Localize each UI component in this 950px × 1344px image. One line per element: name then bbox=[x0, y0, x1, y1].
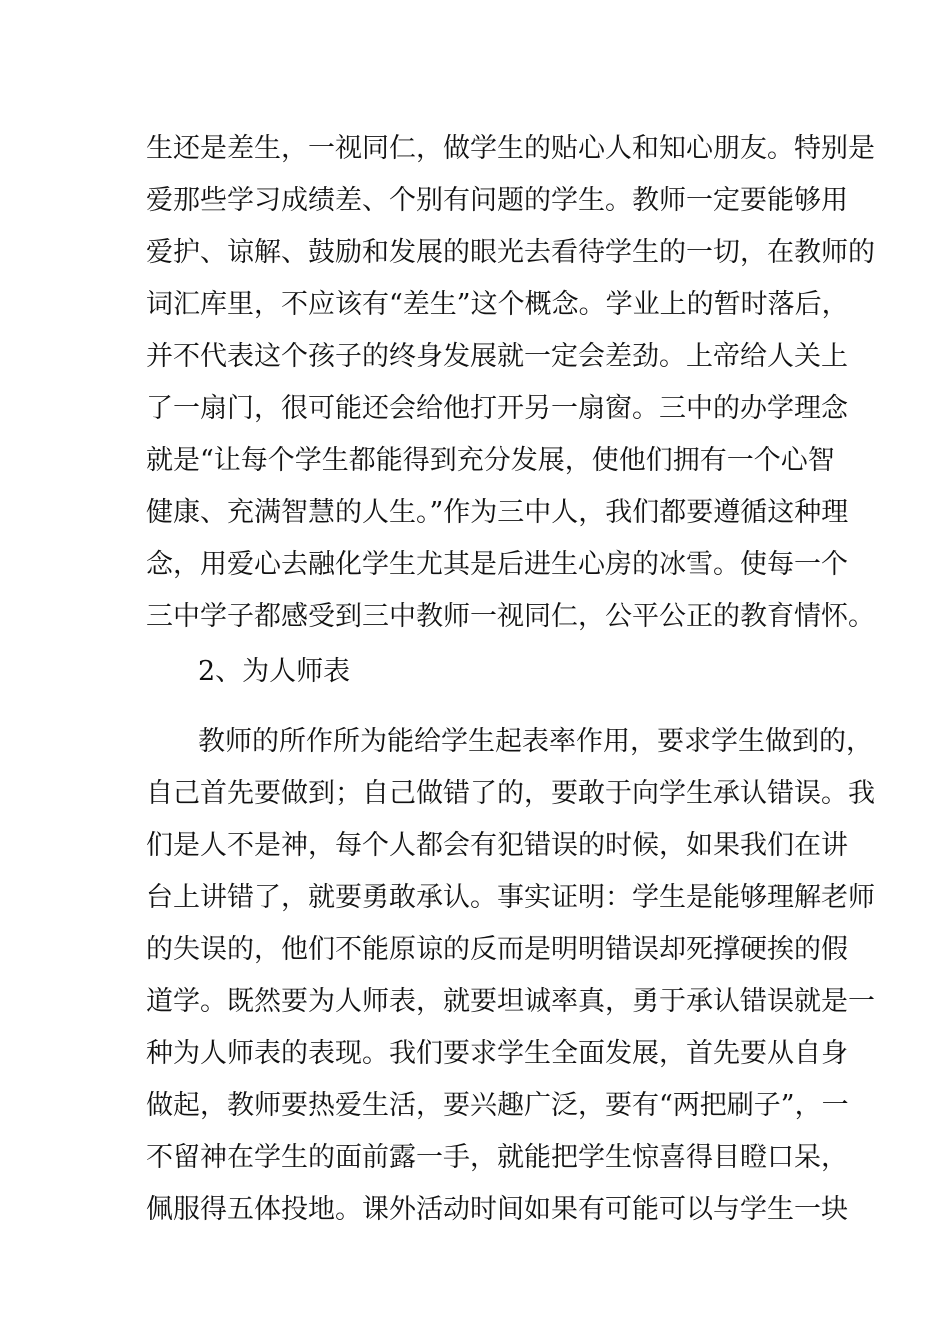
paragraph-2-line-1: 教师的所作所为能给学生起表率作用，要求学生做到的， bbox=[198, 726, 873, 757]
paragraph-2-line-2: 自己首先要做到；自己做错了的，要敢于向学生承认错误。我 bbox=[146, 778, 875, 809]
paragraph-1-line-2: 爱那些学习成绩差、个别有问题的学生。教师一定要能够用 bbox=[146, 185, 848, 216]
section-heading: 2、为人师表 bbox=[198, 656, 351, 687]
paragraph-1-line-9: 念，用爱心去融化学生尤其是后进生心房的冰雪。使每一个 bbox=[146, 549, 848, 580]
paragraph-2-line-7: 种为人师表的表现。我们要求学生全面发展，首先要从自身 bbox=[146, 1038, 848, 1069]
paragraph-2-line-9: 不留神在学生的面前露一手，就能把学生惊喜得目瞪口呆， bbox=[146, 1142, 848, 1173]
paragraph-2-line-4: 台上讲错了，就要勇敢承认。事实证明：学生是能够理解老师 bbox=[146, 882, 875, 913]
paragraph-1-line-6: 了一扇门，很可能还会给他打开另一扇窗。三中的办学理念 bbox=[146, 393, 848, 424]
paragraph-2-line-5: 的失误的，他们不能原谅的反而是明明错误却死撑硬挨的假 bbox=[146, 934, 848, 965]
paragraph-2-line-10: 佩服得五体投地。课外活动时间如果有可能可以与学生一块 bbox=[146, 1194, 848, 1225]
paragraph-1-line-1: 生还是差生，一视同仁，做学生的贴心人和知心朋友。特别是 bbox=[146, 133, 875, 164]
paragraph-2-line-3: 们是人不是神，每个人都会有犯错误的时候，如果我们在讲 bbox=[146, 830, 848, 861]
paragraph-1-line-10: 三中学子都感受到三中教师一视同仁，公平公正的教育情怀。 bbox=[146, 601, 875, 632]
paragraph-1-line-7: 就是“让每个学生都能得到充分发展，使他们拥有一个心智 bbox=[146, 445, 835, 476]
paragraph-1-line-5: 并不代表这个孩子的终身发展就一定会差劲。上帝给人关上 bbox=[146, 341, 848, 372]
paragraph-1-line-8: 健康、充满智慧的人生。”作为三中人，我们都要遵循这种理 bbox=[146, 497, 849, 528]
paragraph-1-line-4: 词汇库里，不应该有“差生”这个概念。学业上的暂时落后， bbox=[146, 289, 849, 320]
paragraph-1-line-3: 爱护、谅解、鼓励和发展的眼光去看待学生的一切，在教师的 bbox=[146, 237, 875, 268]
paragraph-2-line-6: 道学。既然要为人师表，就要坦诚率真，勇于承认错误就是一 bbox=[146, 986, 875, 1017]
paragraph-2-line-8: 做起，教师要热爱生活，要兴趣广泛，要有“两把刷子”，一 bbox=[146, 1090, 849, 1121]
